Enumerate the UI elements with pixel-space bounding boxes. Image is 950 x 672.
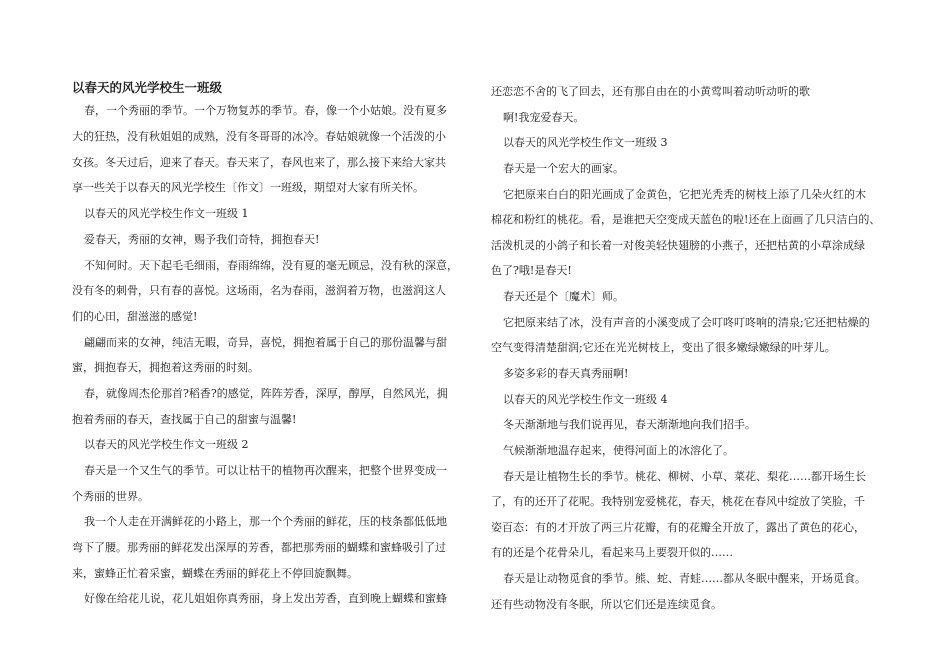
text-line: 个秀丽的世界。: [72, 490, 149, 503]
text-line: 春，一个秀丽的季节。一个万物复苏的季节。春，像一个小姑娘。没有夏多: [84, 104, 447, 117]
text-line: 冬天渐渐地与我们说再见，春天渐渐地向我们招手。: [503, 418, 756, 431]
text-line: 了，有的还开了花呢。我特别宠爱桃花，春天，桃花在春风中绽放了笑脸，千: [491, 495, 865, 508]
text-line: 活泼机灵的小鸽子和长着一对俊美轻快翅膀的小燕子，还把枯黄的小草涂成绿: [491, 239, 865, 252]
text-line: 女孩。冬天过后，迎来了春天。春天来了，春风也来了，那么接下来给大家共: [72, 156, 446, 169]
text-line: 享一些关于以春天的风光学校生〔作文〕一班级，期望对大家有所关怀。: [72, 181, 424, 194]
text-line: 春天是让植物生长的季节。桃花、柳树、小草、菜花、梨花……都开场生长: [503, 470, 866, 483]
text-line: 有的还是个花骨朵儿，看起来马上要裂开似的……: [491, 546, 733, 559]
text-line: 姿百态：有的才开放了两三片花瓣，有的花瓣全开放了，露出了黄色的花心，: [491, 521, 865, 534]
text-line: 来，蜜蜂正忙着采蜜，蝴蝶在秀丽的鲜花上不停回旋飘舞。: [72, 567, 358, 580]
document-title: 以春天的风光学校生一班级: [72, 80, 223, 95]
text-line: 啊!我宠爱春天。: [503, 111, 585, 124]
text-line: 弯下了腰。那秀丽的鲜花发出深厚的芳香，都把那秀丽的蝴蝶和蜜蜂吸引了过: [72, 541, 446, 554]
text-line: 翩翩而来的女神，纯洁无暇，奇异，喜悦，拥抱着属于自己的那份温馨与甜: [84, 336, 447, 349]
text-line: 春天是一个又生气的季节。可以让枯干的植物再次醒来，把整个世界变成一: [84, 464, 447, 477]
text-line: 不知何时。天下起毛毛细雨，春雨绵绵，没有夏的毫无顾忌，没有秋的深意，: [84, 259, 458, 272]
text-line: 气候渐渐地温存起来，使得河面上的冰溶化了。: [503, 444, 734, 457]
text-line: 多姿多彩的春天真秀丽啊!: [503, 367, 629, 380]
text-line: 空气变得清楚甜润;它还在光光树枝上，变出了很多嫩绿嫩绿的叶芽儿。: [491, 341, 836, 354]
text-line: 大的狂热，没有秋姐姐的成熟，没有冬哥哥的冰冷。春姑娘就像一个活泼的小: [72, 130, 446, 143]
text-line: 还有些动物没有冬眠，所以它们还是连续觅食。: [491, 598, 722, 611]
text-line: 以春天的风光学校生作文一班级 4: [503, 393, 668, 406]
text-line: 春天是一个宏大的画家。: [503, 162, 624, 175]
text-line: 爱春天，秀丽的女神，赐予我们奇特，拥抱春天!: [84, 233, 320, 246]
text-line: 我一个人走在开满鲜花的小路上，那一个个秀丽的鲜花，压的枝条都低低地: [84, 515, 447, 528]
text-line: 以春天的风光学校生作文一班级 2: [84, 438, 249, 451]
text-line: 以春天的风光学校生作文一班级 3: [503, 136, 668, 149]
text-line: 春天是让动物觅食的季节。熊、蛇、青蛙……都从冬眠中醒来，开场觅食。: [503, 572, 866, 585]
text-line: 棉花和粉红的桃花。看，是谁把天空变成天蓝色的啦!还在上面画了几只洁白的、: [491, 213, 881, 226]
text-line: 们的心田，甜滋滋的感觉!: [72, 310, 198, 323]
text-line: 蜜，拥抱春天，拥抱着这秀丽的时刻。: [72, 361, 259, 374]
text-line: 还恋恋不舍的飞了回去，还有那自由在的小黄莺叫着动听动听的歌: [491, 85, 810, 98]
text-line: 以春天的风光学校生作文一班级 1: [84, 207, 249, 220]
text-line: 春天还是个〔魔术〕师。: [503, 290, 624, 303]
text-line: 好像在给花儿说，花儿姐姐你真秀丽，身上发出芳香，直到晚上蝴蝶和蜜蜂: [84, 592, 447, 605]
text-line: 没有冬的刺骨，只有春的喜悦。这场雨，名为春雨，滋润着万物，也滋润这人: [72, 284, 446, 297]
text-line: 色了?哦!是春天!: [491, 264, 572, 277]
text-line: 它把原来白白的阳光画成了金黄色，它把光秃秃的树枝上添了几朵火红的木: [503, 188, 866, 201]
text-line: 抱着秀丽的春天，查找属于自己的甜蜜与温馨!: [72, 413, 297, 426]
text-line: 它把原来结了冰，没有声音的小溪变成了会叮咚叮咚响的清泉;它还把枯燥的: [503, 316, 870, 329]
text-line: 春，就像周杰伦那首?稻香?的感觉，阵阵芳香，深厚，醇厚，自然风光，拥: [84, 387, 448, 400]
